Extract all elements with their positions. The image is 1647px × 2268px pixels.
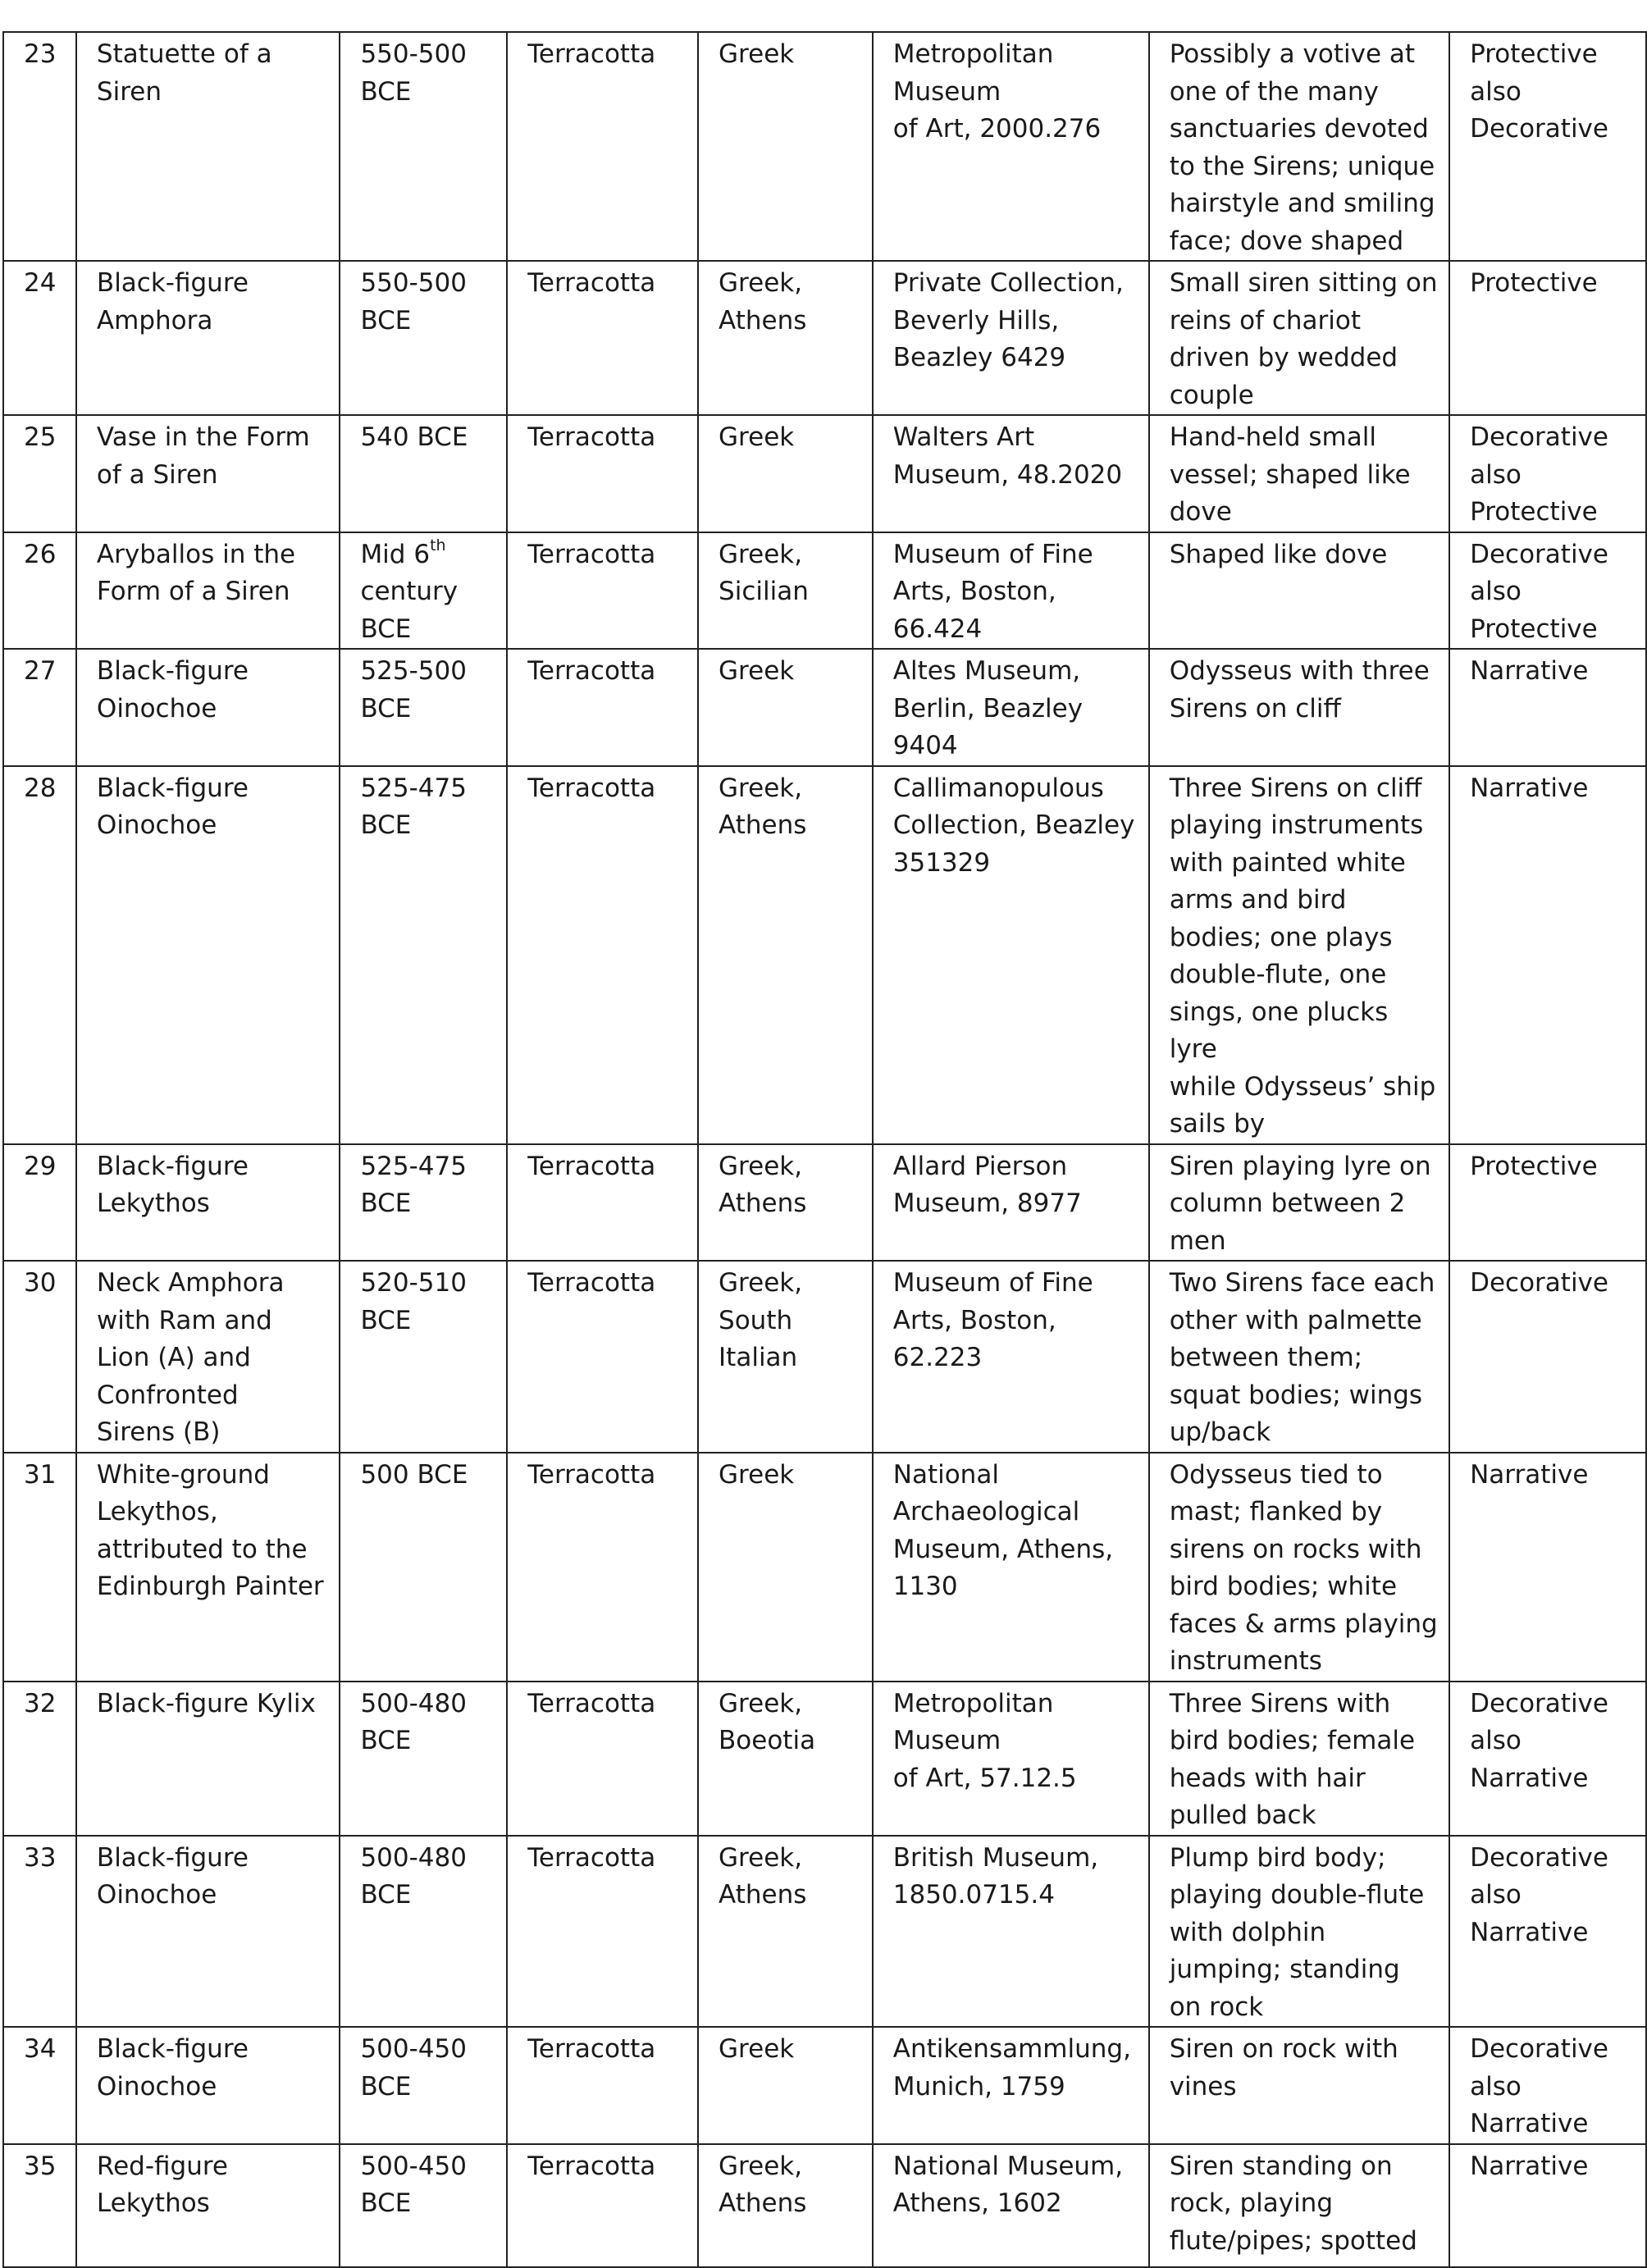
cell-description: Siren playing lyre on column between 2 men [1149,1144,1449,1262]
cell-date-range: 525-500 BCE [340,649,507,766]
cell-description: Hand-held small vessel; shaped like dove [1149,415,1449,532]
cell-material: Terracotta [507,766,698,1144]
cell-item-number: 24 [3,261,76,415]
cell-function-category: Narrative [1449,1453,1646,1682]
cell-function-category: Decorative also Narrative [1449,1836,1646,2028]
cell-object-title: Neck Amphora with Ram and Lion (A) and Confronted Sirens (B) [76,1261,340,1453]
ordinal-superscript: th [430,536,446,554]
cell-date-range [340,532,507,650]
cell-collection-location: Walters Art Museum, 48.2020 [873,415,1149,532]
cell-function-category: Narrative [1449,2144,1646,2267]
cell-date-range: 520-510 BCE [340,1261,507,1453]
cell-function-category: Protective [1449,1144,1646,1262]
cell-item-number: 35 [3,2144,76,2267]
cell-collection-location: British Museum, 1850.0715.4 [873,1836,1149,2028]
cell-material: Terracotta [507,1261,698,1453]
cell-culture: Greek, Boeotia [698,1682,873,1836]
table-row [3,415,1646,532]
cell-collection-location: Altes Museum, Berlin, Beazley 9404 [873,649,1149,766]
table-row [3,2027,1646,2144]
cell-collection-location: Metropolitan Museum of Art, 2000.276 [873,32,1149,261]
cell-material: Terracotta [507,1453,698,1682]
table-row [3,1261,1646,1453]
cell-description: Siren on rock with vines [1149,2027,1449,2144]
cell-description: Odysseus tied to mast; flanked by sirens on rocks with bird bodies; white faces & arms playing instruments [1149,1453,1449,1682]
cell-item-number: 33 [3,1836,76,2028]
cell-date-range: 550-500 BCE [340,261,507,415]
cell-culture: Greek [698,415,873,532]
cell-date-range: 550-500 BCE [340,32,507,261]
cell-description: Two Sirens face each other with palmette between them; squat bodies; wings up/back [1149,1261,1449,1453]
cell-item-number: 30 [3,1261,76,1453]
table-row [3,1453,1646,1682]
cell-object-title: White-ground Lekythos, attributed to the Edinburgh Painter [76,1453,340,1682]
cell-material: Terracotta [507,415,698,532]
cell-material: Terracotta [507,1836,698,2028]
cell-item-number: 28 [3,766,76,1144]
cell-date-range: 500-480 BCE [340,1836,507,2028]
cell-item-number: 29 [3,1144,76,1262]
cell-description: Possibly a votive at one of the many sanctuaries devoted to the Sirens; unique hairstyle and smiling face; dove shaped [1149,32,1449,261]
table-row [3,1144,1646,1262]
cell-culture: Greek, Athens [698,1144,873,1262]
cell-function-category: Decorative also Narrative [1449,2027,1646,2144]
cell-date-range: 500-450 BCE [340,2144,507,2267]
cell-object-title: Black-figure Oinochoe [76,2027,340,2144]
cell-culture: Greek, Athens [698,261,873,415]
cell-function-category: Decorative also Protective [1449,532,1646,650]
table-row [3,649,1646,766]
cell-object-title: Red-figure Lekythos [76,2144,340,2267]
cell-item-number: 32 [3,1682,76,1836]
table-row [3,32,1646,261]
cell-collection-location: National Museum, Athens, 1602 [873,2144,1149,2267]
cell-material: Terracotta [507,2144,698,2267]
cell-material: Terracotta [507,532,698,650]
cell-culture: Greek, Sicilian [698,532,873,650]
cell-object-title: Vase in the Form of a Siren [76,415,340,532]
cell-object-title: Black-figure Lekythos [76,1144,340,1262]
cell-item-number: 34 [3,2027,76,2144]
cell-description: Three Sirens with bird bodies; female heads with hair pulled back [1149,1682,1449,1836]
cell-description: Shaped like dove [1149,532,1449,650]
cell-date-range: 525-475 BCE [340,766,507,1144]
date-text: Mid 6 [360,539,431,569]
cell-material: Terracotta [507,649,698,766]
cell-item-number: 27 [3,649,76,766]
cell-function-category: Decorative also Narrative [1449,1682,1646,1836]
cell-description: Odysseus with three Sirens on cliff [1149,649,1449,766]
table-row [3,2144,1646,2267]
cell-object-title: Statuette of a Siren [76,32,340,261]
cell-object-title: Black-figure Oinochoe [76,766,340,1144]
cell-culture: Greek, South Italian [698,1261,873,1453]
cell-material: Terracotta [507,32,698,261]
table-row [3,766,1646,1144]
cell-function-category: Narrative [1449,766,1646,1144]
cell-collection-location: National Archaeological Museum, Athens, 1130 [873,1453,1149,1682]
siren-catalog-table [2,31,1647,2268]
cell-description: Three Sirens on cliff playing instruments with painted white arms and bird bodies; one plays double-flute, one sings, one plucks lyre while Odysseus’ ship sails by [1149,766,1449,1144]
cell-item-number: 25 [3,415,76,532]
cell-culture: Greek [698,2027,873,2144]
cell-item-number: 23 [3,32,76,261]
cell-culture: Greek [698,1453,873,1682]
cell-collection-location: Museum of Fine Arts, Boston, 66.424 [873,532,1149,650]
cell-date-range: 500 BCE [340,1453,507,1682]
cell-collection-location: Callimanopulous Collection, Beazley 351329 [873,766,1149,1144]
cell-date-range: 540 BCE [340,415,507,532]
cell-object-title: Black-figure Oinochoe [76,1836,340,2028]
cell-object-title: Black-figure Oinochoe [76,649,340,766]
table-row [3,1682,1646,1836]
cell-function-category: Decorative [1449,1261,1646,1453]
cell-material: Terracotta [507,1682,698,1836]
date-text: century BCE [360,577,459,644]
table-row [3,1836,1646,2028]
table-row [3,261,1646,415]
cell-object-title: Black-figure Amphora [76,261,340,415]
cell-culture: Greek [698,32,873,261]
cell-function-category: Protective [1449,261,1646,415]
cell-culture: Greek, Athens [698,2144,873,2267]
cell-object-title: Aryballos in the Form of a Siren [76,532,340,650]
cell-culture: Greek, Athens [698,766,873,1144]
cell-culture: Greek, Athens [698,1836,873,2028]
cell-item-number: 31 [3,1453,76,1682]
cell-date-range: 500-480 BCE [340,1682,507,1836]
cell-collection-location: Metropolitan Museum of Art, 57.12.5 [873,1682,1149,1836]
cell-function-category: Protective also Decorative [1449,32,1646,261]
cell-description: Small siren sitting on reins of chariot driven by wedded couple [1149,261,1449,415]
cell-function-category: Narrative [1449,649,1646,766]
cell-collection-location: Museum of Fine Arts, Boston, 62.223 [873,1261,1149,1453]
cell-culture: Greek [698,649,873,766]
cell-description: Siren standing on rock, playing flute/pipes; spotted [1149,2144,1449,2267]
cell-material: Terracotta [507,261,698,415]
cell-material: Terracotta [507,2027,698,2144]
cell-material: Terracotta [507,1144,698,1262]
cell-date-range: 525-475 BCE [340,1144,507,1262]
cell-object-title: Black-figure Kylix [76,1682,340,1836]
cell-date-range: 500-450 BCE [340,2027,507,2144]
cell-collection-location: Allard Pierson Museum, 8977 [873,1144,1149,1262]
cell-collection-location: Private Collection, Beverly Hills, Beazley 6429 [873,261,1149,415]
catalog-body [3,32,1646,2267]
cell-description: Plump bird body; playing double-flute with dolphin jumping; standing on rock [1149,1836,1449,2028]
cell-item-number: 26 [3,532,76,650]
table-row [3,532,1646,650]
cell-collection-location: Antikensammlung, Munich, 1759 [873,2027,1149,2144]
cell-function-category: Decorative also Protective [1449,415,1646,532]
